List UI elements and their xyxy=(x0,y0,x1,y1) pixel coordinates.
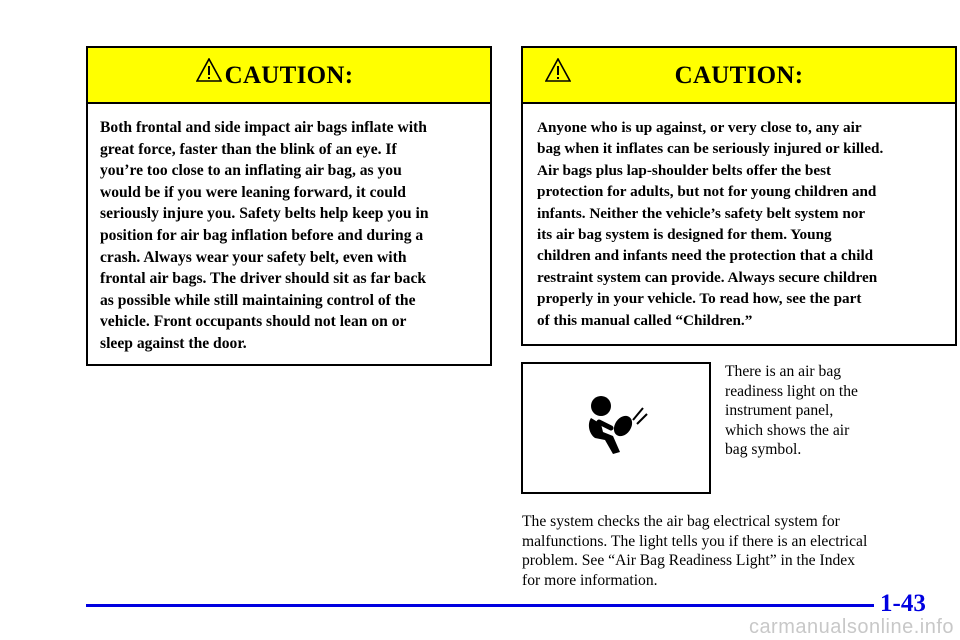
watermark: carmanualsonline.info xyxy=(748,616,954,638)
warning-triangle-icon xyxy=(196,58,222,82)
text-line: its air bag system is designed for them. Young xyxy=(537,226,832,244)
text-line: you’re too close to an inflating air bag, as you xyxy=(100,162,402,180)
text-line: The system checks the air bag electrical system for xyxy=(522,513,840,530)
caution-title-left: CAUTION: xyxy=(224,62,354,89)
text-line: of this manual called “Children.” xyxy=(537,311,753,329)
text-line: properly in your vehicle. To read how, see the part xyxy=(537,290,862,308)
system-check-text xyxy=(522,512,942,590)
page-number: 1-43 xyxy=(880,590,926,617)
text-line: children and infants need the protection that a child xyxy=(537,247,874,265)
text-line: position for air bag inflation before and during a xyxy=(100,226,424,244)
text-line: restraint system can provide. Always secure children xyxy=(537,268,878,286)
text-line: protection for adults, but not for young children and xyxy=(537,183,877,201)
caution-header-right xyxy=(523,48,955,104)
text-line: bag symbol. xyxy=(725,441,802,459)
caution-title-right: CAUTION: xyxy=(674,62,804,89)
text-line: for more information. xyxy=(522,571,658,589)
caution-header-left xyxy=(88,48,490,104)
caution-box-left xyxy=(86,46,492,366)
text-line: infants. Neither the vehicle’s safety belt system nor xyxy=(537,204,866,222)
text-line: sleep against the door. xyxy=(100,334,247,352)
text-line: would be if you were leaning forward, it could xyxy=(100,183,406,201)
caution-text-right xyxy=(523,104,955,331)
text-line: readiness light on the xyxy=(725,382,858,400)
airbag-symbol-icon xyxy=(585,394,651,460)
text-line: crash. Always wear your safety belt, even with xyxy=(100,248,407,266)
text-line: vehicle. Front occupants should not lean on or xyxy=(100,313,407,331)
text-line: frontal air bags. The driver should sit as far back xyxy=(100,270,427,288)
footer-rule xyxy=(86,604,874,607)
text-line: as possible while still maintaining control of the xyxy=(100,291,416,309)
airbag-symbol-frame xyxy=(521,362,711,494)
text-line: Air bags plus lap-shoulder belts offer the best xyxy=(537,161,832,179)
text-line: problem. See “Air Bag Readiness Light” in the Index xyxy=(522,552,856,570)
text-line: malfunctions. The light tells you if there is an electrical xyxy=(522,532,868,550)
readiness-light-text xyxy=(725,362,905,460)
caution-box-right xyxy=(521,46,957,346)
warning-triangle-icon xyxy=(545,58,571,82)
text-line: instrument panel, xyxy=(725,402,834,420)
text-line: Anyone who is up against, or very close to, any air xyxy=(537,119,862,136)
text-line: seriously injure you. Safety belts help keep you in xyxy=(100,205,429,223)
text-line: There is an air bag xyxy=(725,363,842,380)
text-line: great force, faster than the blink of an eye. If xyxy=(100,140,397,158)
text-line: bag when it inflates can be seriously injured or killed. xyxy=(537,140,884,158)
text-line: Both frontal and side impact air bags inflate with xyxy=(100,119,427,136)
caution-text-left xyxy=(88,104,490,355)
text-line: which shows the air xyxy=(725,421,850,439)
